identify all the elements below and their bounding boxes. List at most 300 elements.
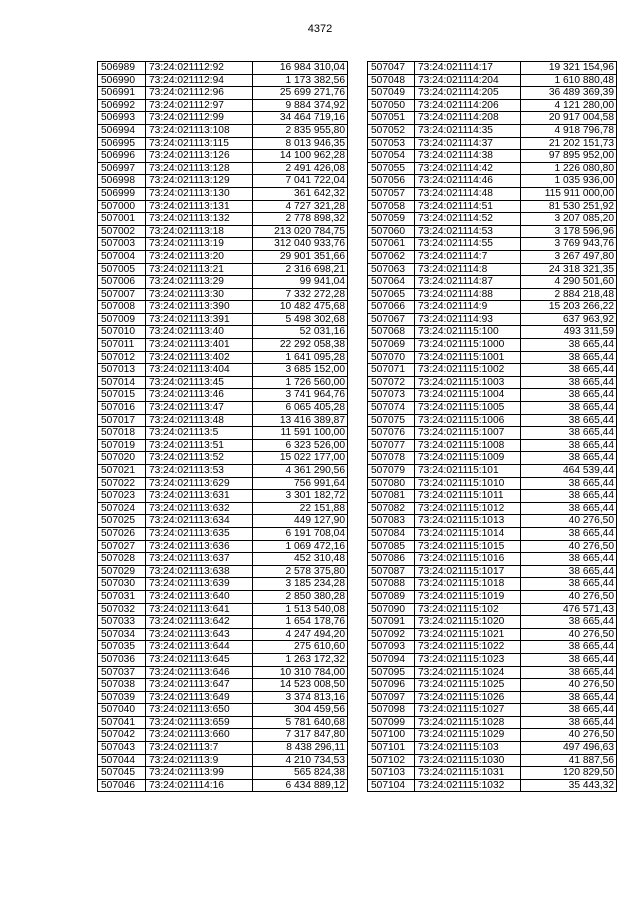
table-row [368, 225, 617, 238]
table-row [368, 351, 617, 364]
row-number-cell: 507084 [368, 527, 415, 540]
value-cell: 38 665,44 [521, 653, 617, 666]
row-number-cell: 507080 [368, 477, 415, 490]
value-cell: 25 699 271,76 [253, 87, 348, 100]
row-number-cell: 507053 [368, 137, 415, 150]
cadastral-table-right [367, 61, 617, 792]
value-cell: 5 781 640,68 [253, 716, 348, 729]
cadastral-number-cell: 73:24:021113:51 [146, 439, 253, 452]
table-row [368, 590, 617, 603]
row-number-cell: 507100 [368, 729, 415, 742]
table-row [98, 628, 348, 641]
cadastral-number-cell: 73:24:021113:47 [146, 402, 253, 415]
row-number-cell: 507031 [98, 590, 146, 603]
value-cell: 5 498 302,68 [253, 313, 348, 326]
value-cell: 1 226 080,80 [521, 162, 617, 175]
value-cell: 15 203 266,22 [521, 301, 617, 314]
table-row [98, 465, 348, 478]
row-number-cell: 506995 [98, 137, 146, 150]
cadastral-number-cell: 73:24:021115:1010 [415, 477, 521, 490]
cadastral-number-cell: 73:24:021113:402 [146, 351, 253, 364]
cadastral-number-cell: 73:24:021114:7 [415, 250, 521, 263]
value-cell: 40 276,50 [521, 628, 617, 641]
value-cell: 38 665,44 [521, 351, 617, 364]
row-number-cell: 507022 [98, 477, 146, 490]
cadastral-number-cell: 73:24:021115:1008 [415, 439, 521, 452]
row-number-cell: 507067 [368, 313, 415, 326]
value-cell: 6 434 889,12 [253, 779, 348, 792]
table-row [98, 515, 348, 528]
value-cell: 38 665,44 [521, 376, 617, 389]
row-number-cell: 507044 [98, 754, 146, 767]
table-row [98, 326, 348, 339]
row-number-cell: 507088 [368, 578, 415, 591]
value-cell: 38 665,44 [521, 578, 617, 591]
value-cell: 36 489 369,39 [521, 87, 617, 100]
value-cell: 40 276,50 [521, 540, 617, 553]
cadastral-number-cell: 73:24:021115:1001 [415, 351, 521, 364]
cadastral-number-cell: 73:24:021115:1027 [415, 704, 521, 717]
table-row [98, 175, 348, 188]
value-cell: 8 013 946,35 [253, 137, 348, 150]
value-cell: 38 665,44 [521, 716, 617, 729]
cadastral-number-cell: 73:24:021114:42 [415, 162, 521, 175]
value-cell: 213 020 784,75 [253, 225, 348, 238]
value-cell: 4 121 280,00 [521, 99, 617, 112]
table-row [98, 187, 348, 200]
value-cell: 2 850 380,28 [253, 590, 348, 603]
cadastral-number-cell: 73:24:021114:204 [415, 74, 521, 87]
cadastral-number-cell: 73:24:021115:1002 [415, 364, 521, 377]
cadastral-number-cell: 73:24:021113:647 [146, 679, 253, 692]
cadastral-number-cell: 73:24:021115:1014 [415, 527, 521, 540]
value-cell: 38 665,44 [521, 490, 617, 503]
table-row [98, 124, 348, 137]
value-cell: 1 641 095,28 [253, 351, 348, 364]
cadastral-number-cell: 73:24:021115:1011 [415, 490, 521, 503]
cadastral-number-cell: 73:24:021114:208 [415, 112, 521, 125]
value-cell: 41 887,56 [521, 754, 617, 767]
table-row [98, 87, 348, 100]
cadastral-number-cell: 73:24:021113:115 [146, 137, 253, 150]
value-cell: 1 069 472,16 [253, 540, 348, 553]
value-cell: 2 884 218,48 [521, 288, 617, 301]
cadastral-number-cell: 73:24:021113:645 [146, 653, 253, 666]
row-number-cell: 507099 [368, 716, 415, 729]
value-cell: 40 276,50 [521, 515, 617, 528]
value-cell: 2 491 426,08 [253, 162, 348, 175]
cadastral-number-cell: 73:24:021114:55 [415, 238, 521, 251]
cadastral-number-cell: 73:24:021115:1003 [415, 376, 521, 389]
cadastral-number-cell: 73:24:021114:52 [415, 213, 521, 226]
row-number-cell: 507040 [98, 704, 146, 717]
cadastral-number-cell: 73:24:021114:38 [415, 150, 521, 163]
row-number-cell: 507070 [368, 351, 415, 364]
value-cell: 38 665,44 [521, 641, 617, 654]
row-number-cell: 506991 [98, 87, 146, 100]
cadastral-number-cell: 73:24:021115:1018 [415, 578, 521, 591]
table-row [368, 339, 617, 352]
cadastral-number-cell: 73:24:021115:1013 [415, 515, 521, 528]
table-row [98, 704, 348, 717]
cadastral-number-cell: 73:24:021113:108 [146, 124, 253, 137]
value-cell: 14 523 008,50 [253, 679, 348, 692]
row-number-cell: 507026 [98, 527, 146, 540]
cadastral-number-cell: 73:24:021113:129 [146, 175, 253, 188]
table-row [368, 112, 617, 125]
value-cell: 8 438 296,11 [253, 742, 348, 755]
row-number-cell: 507073 [368, 389, 415, 402]
value-cell: 38 665,44 [521, 402, 617, 415]
table-row [368, 452, 617, 465]
row-number-cell: 507004 [98, 250, 146, 263]
table-row [368, 704, 617, 717]
value-cell: 1 263 172,32 [253, 653, 348, 666]
table-row [98, 162, 348, 175]
cadastral-number-cell: 73:24:021114:206 [415, 99, 521, 112]
table-row [98, 200, 348, 213]
table-row [368, 666, 617, 679]
table-row [368, 124, 617, 137]
table-row [368, 150, 617, 163]
table-row [368, 691, 617, 704]
table-row [98, 540, 348, 553]
table-row [368, 641, 617, 654]
cadastral-number-cell: 73:24:021114:93 [415, 313, 521, 326]
table-row [368, 74, 617, 87]
row-number-cell: 507010 [98, 326, 146, 339]
value-cell: 3 741 964,76 [253, 389, 348, 402]
table-row [98, 590, 348, 603]
row-number-cell: 507061 [368, 238, 415, 251]
table-row [98, 729, 348, 742]
row-number-cell: 507038 [98, 679, 146, 692]
value-cell: 15 022 177,00 [253, 452, 348, 465]
row-number-cell: 507103 [368, 767, 415, 780]
row-number-cell: 507047 [368, 62, 415, 75]
cadastral-number-cell: 73:24:021113:639 [146, 578, 253, 591]
cadastral-number-cell: 73:24:021113:634 [146, 515, 253, 528]
cadastral-number-cell: 73:24:021115:101 [415, 465, 521, 478]
cadastral-number-cell: 73:24:021113:659 [146, 716, 253, 729]
table-row [98, 691, 348, 704]
table-row [368, 527, 617, 540]
value-cell: 6 323 526,00 [253, 439, 348, 452]
value-cell: 7 332 272,28 [253, 288, 348, 301]
value-cell: 120 829,50 [521, 767, 617, 780]
table-row [98, 490, 348, 503]
table-row [98, 263, 348, 276]
row-number-cell: 507025 [98, 515, 146, 528]
row-number-cell: 507020 [98, 452, 146, 465]
cadastral-number-cell: 73:24:021113:21 [146, 263, 253, 276]
table-row [98, 402, 348, 415]
cadastral-number-cell: 73:24:021114:48 [415, 187, 521, 200]
cadastral-number-cell: 73:24:021114:16 [146, 779, 253, 792]
row-number-cell: 507042 [98, 729, 146, 742]
value-cell: 38 665,44 [521, 477, 617, 490]
row-number-cell: 507086 [368, 553, 415, 566]
table-row [368, 389, 617, 402]
value-cell: 13 416 389,87 [253, 414, 348, 427]
table-row [368, 653, 617, 666]
value-cell: 1 726 560,00 [253, 376, 348, 389]
row-number-cell: 507000 [98, 200, 146, 213]
table-row [368, 716, 617, 729]
row-number-cell: 507021 [98, 465, 146, 478]
cadastral-number-cell: 73:24:021113:643 [146, 628, 253, 641]
cadastral-number-cell: 73:24:021113:48 [146, 414, 253, 427]
table-row [98, 62, 348, 75]
table-row [98, 502, 348, 515]
value-cell: 1 035 936,00 [521, 175, 617, 188]
value-cell: 756 991,64 [253, 477, 348, 490]
cadastral-number-cell: 73:24:021113:646 [146, 666, 253, 679]
cadastral-number-cell: 73:24:021113:632 [146, 502, 253, 515]
row-number-cell: 507005 [98, 263, 146, 276]
value-cell: 565 824,38 [253, 767, 348, 780]
cadastral-number-cell: 73:24:021113:40 [146, 326, 253, 339]
value-cell: 637 963,92 [521, 313, 617, 326]
table-row [98, 351, 348, 364]
row-number-cell: 507068 [368, 326, 415, 339]
table-row [368, 553, 617, 566]
value-cell: 1 513 540,08 [253, 603, 348, 616]
cadastral-number-cell: 73:24:021113:9 [146, 754, 253, 767]
row-number-cell: 507028 [98, 553, 146, 566]
row-number-cell: 507102 [368, 754, 415, 767]
table-row [368, 742, 617, 755]
cadastral-number-cell: 73:24:021113:404 [146, 364, 253, 377]
value-cell: 1 654 178,76 [253, 616, 348, 629]
row-number-cell: 507006 [98, 276, 146, 289]
table-row [368, 288, 617, 301]
table-row [98, 779, 348, 792]
cadastral-number-cell: 73:24:021114:9 [415, 301, 521, 314]
value-cell: 2 835 955,80 [253, 124, 348, 137]
table-row [98, 754, 348, 767]
row-number-cell: 507011 [98, 339, 146, 352]
cadastral-number-cell: 73:24:021115:100 [415, 326, 521, 339]
value-cell: 35 443,32 [521, 779, 617, 792]
value-cell: 6 191 708,04 [253, 527, 348, 540]
value-cell: 29 901 351,66 [253, 250, 348, 263]
table-row [98, 666, 348, 679]
table-row [368, 754, 617, 767]
table-row [98, 112, 348, 125]
value-cell: 38 665,44 [521, 616, 617, 629]
table-row [368, 628, 617, 641]
value-cell: 304 459,56 [253, 704, 348, 717]
row-number-cell: 507018 [98, 427, 146, 440]
value-cell: 38 665,44 [521, 527, 617, 540]
table-row [98, 565, 348, 578]
row-number-cell: 507024 [98, 502, 146, 515]
cadastral-number-cell: 73:24:021115:1004 [415, 389, 521, 402]
value-cell: 38 665,44 [521, 452, 617, 465]
value-cell: 40 276,50 [521, 729, 617, 742]
value-cell: 1 173 382,56 [253, 74, 348, 87]
row-number-cell: 507075 [368, 414, 415, 427]
value-cell: 361 642,32 [253, 187, 348, 200]
value-cell: 97 895 952,00 [521, 150, 617, 163]
row-number-cell: 507009 [98, 313, 146, 326]
row-number-cell: 507096 [368, 679, 415, 692]
value-cell: 38 665,44 [521, 389, 617, 402]
row-number-cell: 507033 [98, 616, 146, 629]
row-number-cell: 507002 [98, 225, 146, 238]
value-cell: 2 578 375,80 [253, 565, 348, 578]
row-number-cell: 507094 [368, 653, 415, 666]
value-cell: 24 318 321,35 [521, 263, 617, 276]
row-number-cell: 507046 [98, 779, 146, 792]
value-cell: 38 665,44 [521, 414, 617, 427]
row-number-cell: 506990 [98, 74, 146, 87]
value-cell: 493 311,59 [521, 326, 617, 339]
cadastral-number-cell: 73:24:021114:87 [415, 276, 521, 289]
table-row [368, 414, 617, 427]
row-number-cell: 507054 [368, 150, 415, 163]
table-row [368, 565, 617, 578]
value-cell: 7 041 722,04 [253, 175, 348, 188]
row-number-cell: 507050 [368, 99, 415, 112]
cadastral-number-cell: 73:24:021113:638 [146, 565, 253, 578]
row-number-cell: 507055 [368, 162, 415, 175]
table-row [368, 490, 617, 503]
row-number-cell: 507049 [368, 87, 415, 100]
value-cell: 40 276,50 [521, 590, 617, 603]
row-number-cell: 507058 [368, 200, 415, 213]
row-number-cell: 507051 [368, 112, 415, 125]
table-row [368, 276, 617, 289]
row-number-cell: 506992 [98, 99, 146, 112]
row-number-cell: 507064 [368, 276, 415, 289]
table-row [98, 276, 348, 289]
cadastral-number-cell: 73:24:021113:20 [146, 250, 253, 263]
row-number-cell: 507062 [368, 250, 415, 263]
cadastral-number-cell: 73:24:021115:1023 [415, 653, 521, 666]
row-number-cell: 507085 [368, 540, 415, 553]
row-number-cell: 507007 [98, 288, 146, 301]
table-row [98, 301, 348, 314]
table-row [368, 540, 617, 553]
cadastral-number-cell: 73:24:021115:1022 [415, 641, 521, 654]
value-cell: 21 202 151,73 [521, 137, 617, 150]
cadastral-number-cell: 73:24:021113:660 [146, 729, 253, 742]
cadastral-number-cell: 73:24:021115:1019 [415, 590, 521, 603]
row-number-cell: 507059 [368, 213, 415, 226]
cadastral-number-cell: 73:24:021113:99 [146, 767, 253, 780]
value-cell: 38 665,44 [521, 691, 617, 704]
value-cell: 449 127,90 [253, 515, 348, 528]
cadastral-number-cell: 73:24:021115:1017 [415, 565, 521, 578]
row-number-cell: 507077 [368, 439, 415, 452]
value-cell: 22 151,88 [253, 502, 348, 515]
cadastral-number-cell: 73:24:021115:102 [415, 603, 521, 616]
cadastral-number-cell: 73:24:021113:29 [146, 276, 253, 289]
row-number-cell: 506996 [98, 150, 146, 163]
table-row [368, 301, 617, 314]
cadastral-number-cell: 73:24:021115:1028 [415, 716, 521, 729]
table-row [368, 87, 617, 100]
row-number-cell: 507095 [368, 666, 415, 679]
value-cell: 4 918 796,78 [521, 124, 617, 137]
row-number-cell: 507083 [368, 515, 415, 528]
value-cell: 10 310 784,00 [253, 666, 348, 679]
cadastral-number-cell: 73:24:021113:126 [146, 150, 253, 163]
table-row [98, 313, 348, 326]
cadastral-number-cell: 73:24:021113:401 [146, 339, 253, 352]
table-row [368, 213, 617, 226]
value-cell: 22 292 058,38 [253, 339, 348, 352]
table-row [368, 427, 617, 440]
value-cell: 4 361 290,56 [253, 465, 348, 478]
row-number-cell: 507082 [368, 502, 415, 515]
value-cell: 10 482 475,68 [253, 301, 348, 314]
row-number-cell: 507045 [98, 767, 146, 780]
cadastral-number-cell: 73:24:021113:650 [146, 704, 253, 717]
table-row [98, 578, 348, 591]
row-number-cell: 507098 [368, 704, 415, 717]
table-row [368, 200, 617, 213]
value-cell: 52 031,16 [253, 326, 348, 339]
table-row [368, 603, 617, 616]
table-row [368, 263, 617, 276]
value-cell: 3 301 182,72 [253, 490, 348, 503]
value-cell: 3 685 152,00 [253, 364, 348, 377]
cadastral-number-cell: 73:24:021113:131 [146, 200, 253, 213]
row-number-cell: 506993 [98, 112, 146, 125]
cadastral-number-cell: 73:24:021113:644 [146, 641, 253, 654]
cadastral-number-cell: 73:24:021113:53 [146, 465, 253, 478]
cadastral-number-cell: 73:24:021113:390 [146, 301, 253, 314]
table-row [368, 465, 617, 478]
cadastral-table-left [97, 61, 348, 792]
row-number-cell: 507071 [368, 364, 415, 377]
row-number-cell: 507104 [368, 779, 415, 792]
cadastral-number-cell: 73:24:021114:8 [415, 263, 521, 276]
row-number-cell: 507015 [98, 389, 146, 402]
cadastral-number-cell: 73:24:021115:103 [415, 742, 521, 755]
cadastral-number-cell: 73:24:021113:52 [146, 452, 253, 465]
row-number-cell: 507074 [368, 402, 415, 415]
value-cell: 2 316 698,21 [253, 263, 348, 276]
value-cell: 1 610 880,48 [521, 74, 617, 87]
table-row [368, 779, 617, 792]
cadastral-number-cell: 73:24:021113:128 [146, 162, 253, 175]
row-number-cell: 506999 [98, 187, 146, 200]
row-number-cell: 507023 [98, 490, 146, 503]
value-cell: 11 591 100,00 [253, 427, 348, 440]
cadastral-number-cell: 73:24:021113:629 [146, 477, 253, 490]
value-cell: 452 310,48 [253, 553, 348, 566]
row-number-cell: 507041 [98, 716, 146, 729]
table-row [368, 326, 617, 339]
table-row [98, 99, 348, 112]
table-row [98, 452, 348, 465]
row-number-cell: 507089 [368, 590, 415, 603]
table-row [368, 767, 617, 780]
row-number-cell: 507001 [98, 213, 146, 226]
table-row [368, 313, 617, 326]
table-row [368, 616, 617, 629]
table-row [98, 150, 348, 163]
value-cell: 38 665,44 [521, 502, 617, 515]
value-cell: 16 984 310,04 [253, 62, 348, 75]
row-number-cell: 507057 [368, 187, 415, 200]
value-cell: 40 276,50 [521, 679, 617, 692]
table-row [98, 364, 348, 377]
